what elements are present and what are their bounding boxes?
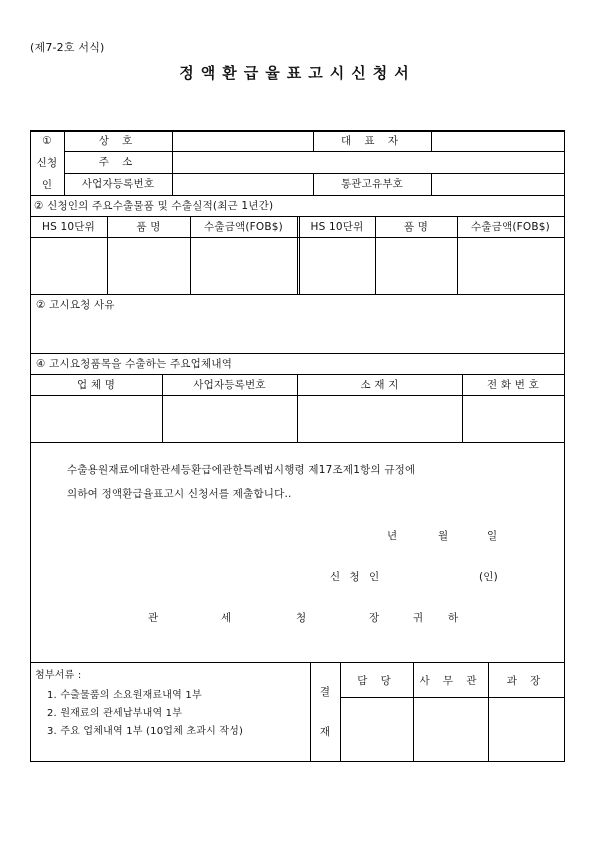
date-day-label: 일: [487, 530, 498, 542]
page-title: 정액환급율표고시신청서: [179, 64, 416, 82]
applicant-label-line2: 인: [41, 179, 53, 191]
attachment-item-3: 3. 주요 업체내역 1부 (10업체 초과시 작성): [47, 726, 244, 737]
applicant-sign-label: 신 청 인: [330, 571, 383, 583]
export-heading: ② 신청인의 주요수출물품 및 수출실적(최근 1년간): [34, 200, 274, 212]
biz-reg-number-label: 사업자등록번호: [81, 178, 155, 190]
exporters-col-company: 업 체 명: [76, 379, 116, 391]
approval-label-bottom: 재: [319, 726, 331, 738]
attachment-item-1: 1. 수출물품의 소요원재료내역 1부: [47, 690, 202, 701]
attachment-item-2: 2. 원재료의 관세납부내역 1부: [47, 708, 183, 719]
reason-heading: ② 고시요청 사유: [36, 299, 115, 311]
attachments-heading: 첨부서류 :: [35, 670, 82, 681]
address-field[interactable]: [173, 152, 564, 173]
customs-code-field[interactable]: [432, 174, 564, 195]
export-col-hs-1: HS 10단위: [42, 221, 95, 233]
company-name-label: 상 호: [98, 135, 138, 147]
addressee-char-1: 관: [148, 612, 159, 624]
approval-label-top: 결: [319, 686, 331, 698]
approval-col-officer: 사 무 관: [419, 675, 482, 687]
export-col-hs-2: HS 10단위: [310, 221, 364, 233]
date-month-label: 월: [438, 530, 449, 542]
seal-mark: (인): [479, 571, 498, 583]
exporters-table-body[interactable]: [31, 396, 564, 442]
declaration-line-2: 의하여 정액환급율표고시 신청서를 제출합니다..: [67, 488, 292, 500]
approval-box-staff[interactable]: [341, 698, 413, 761]
representative-field[interactable]: [432, 132, 564, 151]
exporters-col-biz-reg: 사업자등록번호: [193, 379, 266, 391]
export-col-amount-2: 수출금액(FOB$): [471, 221, 550, 233]
exporters-heading: ④ 고시요청품목을 수출하는 주요업체내역: [36, 358, 233, 370]
date-year-label: 년: [387, 530, 398, 542]
declaration-line-1: 수출용원재료에대한관세등환급에관한특례법시행령 제17조제1항의 규정에: [67, 464, 416, 476]
reason-field[interactable]: [31, 314, 564, 353]
export-table-body[interactable]: [31, 238, 564, 294]
addressee-char-5: 귀: [413, 612, 424, 624]
representative-label: 대 표 자: [340, 135, 404, 147]
addressee-char-3: 청: [296, 612, 307, 624]
section-1-number: ①: [42, 135, 52, 147]
approval-col-chief: 과 장: [506, 675, 546, 687]
approval-col-staff: 담 당: [357, 675, 396, 687]
export-col-item-2: 품 명: [403, 221, 429, 233]
export-col-amount-1: 수출금액(FOB$): [204, 221, 283, 233]
address-label: 주 소: [98, 156, 138, 168]
biz-reg-number-field[interactable]: [173, 174, 313, 195]
form-number: (제7-2호 서식): [30, 41, 105, 54]
applicant-label-line1: 신청: [36, 157, 58, 169]
addressee-char-4: 장: [369, 612, 380, 624]
approval-box-officer[interactable]: [414, 698, 488, 761]
exporters-col-phone: 전 화 번 호: [487, 379, 539, 391]
export-col-item-1: 품 명: [136, 221, 161, 233]
customs-code-label: 통관고유부호: [340, 178, 404, 190]
company-name-field[interactable]: [173, 132, 313, 151]
addressee-char-6: 하: [448, 612, 459, 624]
addressee-char-2: 세: [221, 612, 232, 624]
approval-box-chief[interactable]: [489, 698, 564, 761]
exporters-col-location: 소 재 지: [360, 379, 399, 391]
